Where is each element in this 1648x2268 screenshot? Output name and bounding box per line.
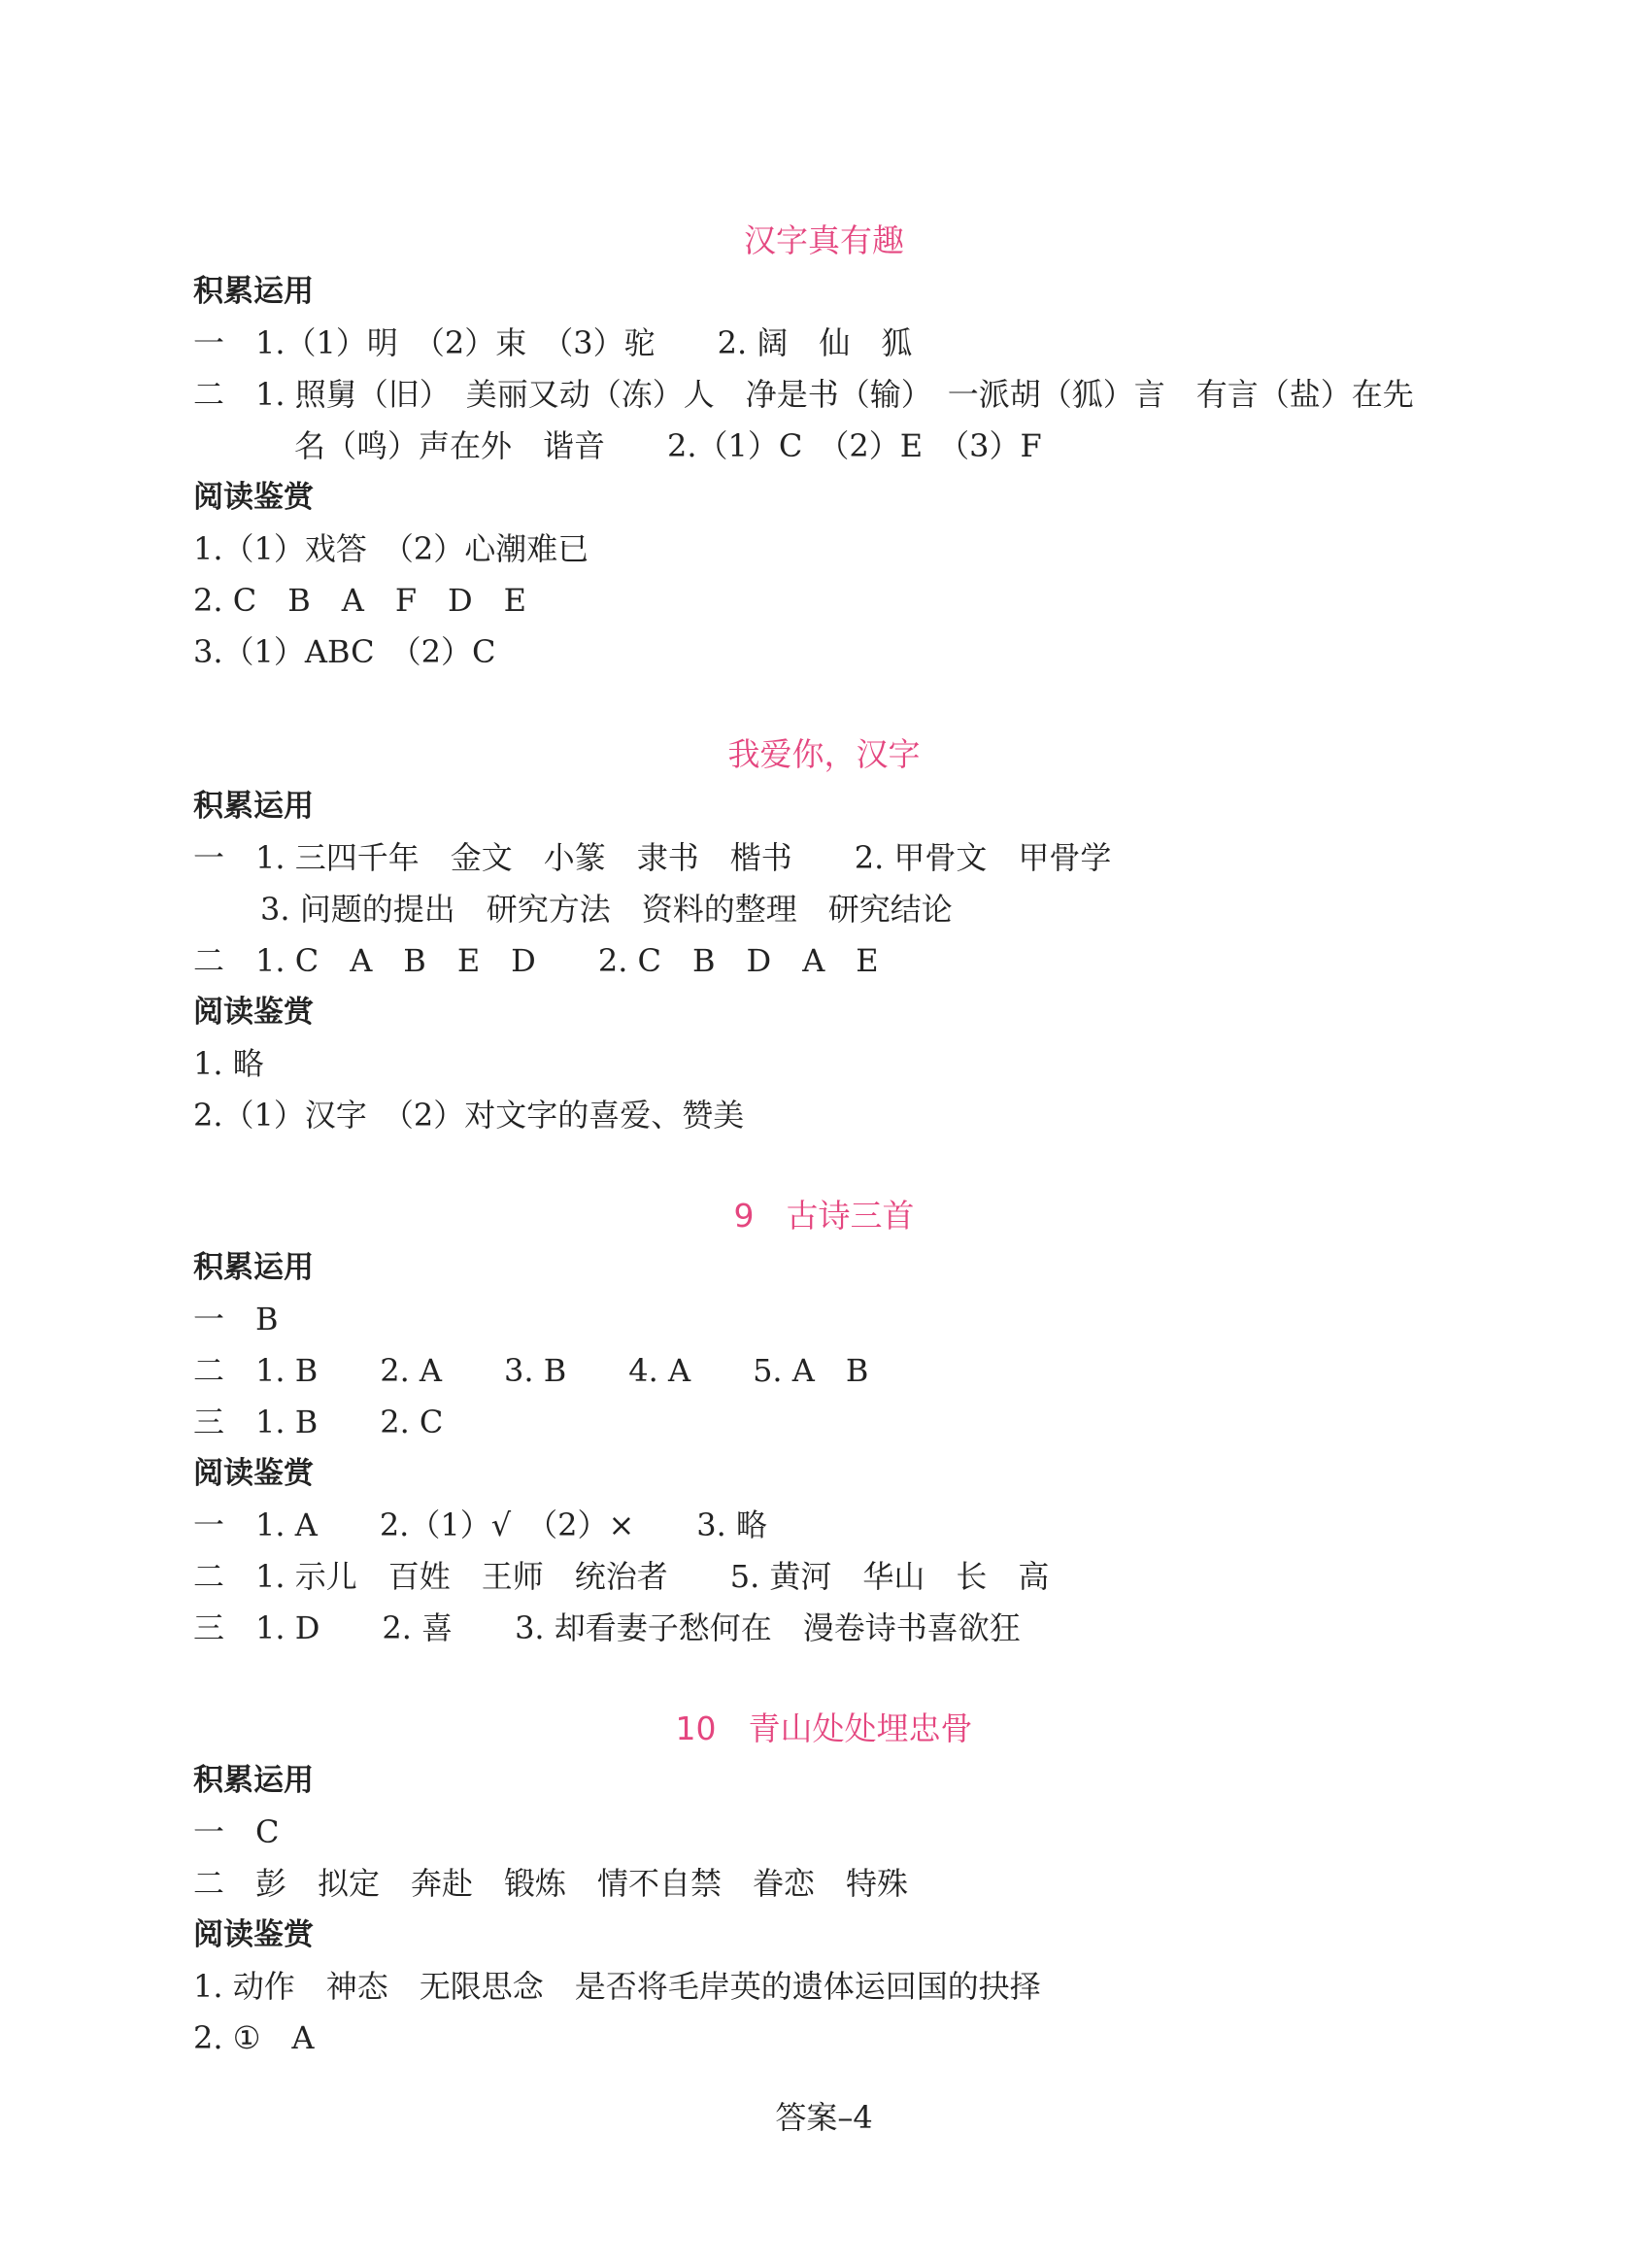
answer-line: 三 1. B 2. C [193, 1404, 444, 1440]
answer-line: 1.（1）戏答 （2）心潮难已 [193, 530, 589, 567]
answer-line: 一 1. 三四千年 金文 小篆 隶书 楷书 2. 甲骨文 甲骨学 [193, 839, 1112, 876]
answer-line: 二 1. B 2. A 3. B 4. A 5. A B [193, 1352, 869, 1389]
answer-line: 2. ① A [193, 2019, 315, 2056]
sub-heading: 阅读鉴赏 [193, 1456, 314, 1491]
answer-line: 3.（1）ABC （2）C [193, 633, 496, 670]
section-title: 汉字真有趣 [744, 221, 904, 259]
answer-line: 2. C B A F D E [193, 582, 527, 619]
answer-line: 1. 略 [193, 1045, 264, 1082]
answer-line: 一 C [193, 1813, 280, 1850]
answer-line: 3. 问题的提出 研究方法 资料的整理 研究结论 [260, 891, 953, 928]
section-title: 9 古诗三首 [733, 1197, 915, 1235]
answer-line: 2.（1）汉字 （2）对文字的喜爱、赞美 [193, 1097, 745, 1134]
section-title: 我爱你，汉字 [727, 735, 921, 773]
page-number: 答案–4 [775, 2099, 873, 2136]
answer-line: 二 1. C A B E D 2. C B D A E [193, 942, 879, 979]
answer-line: 一 1.（1）明 （2）束 （3）驼 2. 阔 仙 狐 [193, 324, 913, 361]
sub-heading: 阅读鉴赏 [193, 1917, 314, 1952]
answer-line: 一 1. A 2.（1）√ （2）× 3. 略 [193, 1506, 767, 1543]
answer-line: 一 B [193, 1301, 279, 1337]
sub-heading: 阅读鉴赏 [193, 480, 314, 515]
sub-heading: 积累运用 [193, 1250, 314, 1285]
answer-line: 名（鸣）声在外 谐音 2.（1）C （2）E （3）F [294, 427, 1042, 464]
answer-line: 二 1. 照舅（旧） 美丽又动（冻）人 净是书（输） 一派胡（狐）言 有言（盐）在先 [193, 376, 1414, 413]
answer-line: 二 1. 示儿 百姓 王师 统治者 5. 黄河 华山 长 高 [193, 1558, 1050, 1595]
sub-heading: 阅读鉴赏 [193, 995, 314, 1030]
answer-line: 二 彭 拟定 奔赴 锻炼 情不自禁 眷恋 特殊 [193, 1865, 909, 1902]
sub-heading: 积累运用 [193, 274, 314, 309]
sub-heading: 积累运用 [193, 1763, 314, 1798]
answer-line: 1. 动作 神态 无限思念 是否将毛岸英的遗体运回国的抉择 [193, 1968, 1041, 2005]
sub-heading: 积累运用 [193, 789, 314, 824]
section-title: 10 青山处处埋忠骨 [675, 1709, 973, 1747]
answer-line: 三 1. D 2. 喜 3. 却看妻子愁何在 漫卷诗书喜欲狂 [193, 1609, 1021, 1646]
